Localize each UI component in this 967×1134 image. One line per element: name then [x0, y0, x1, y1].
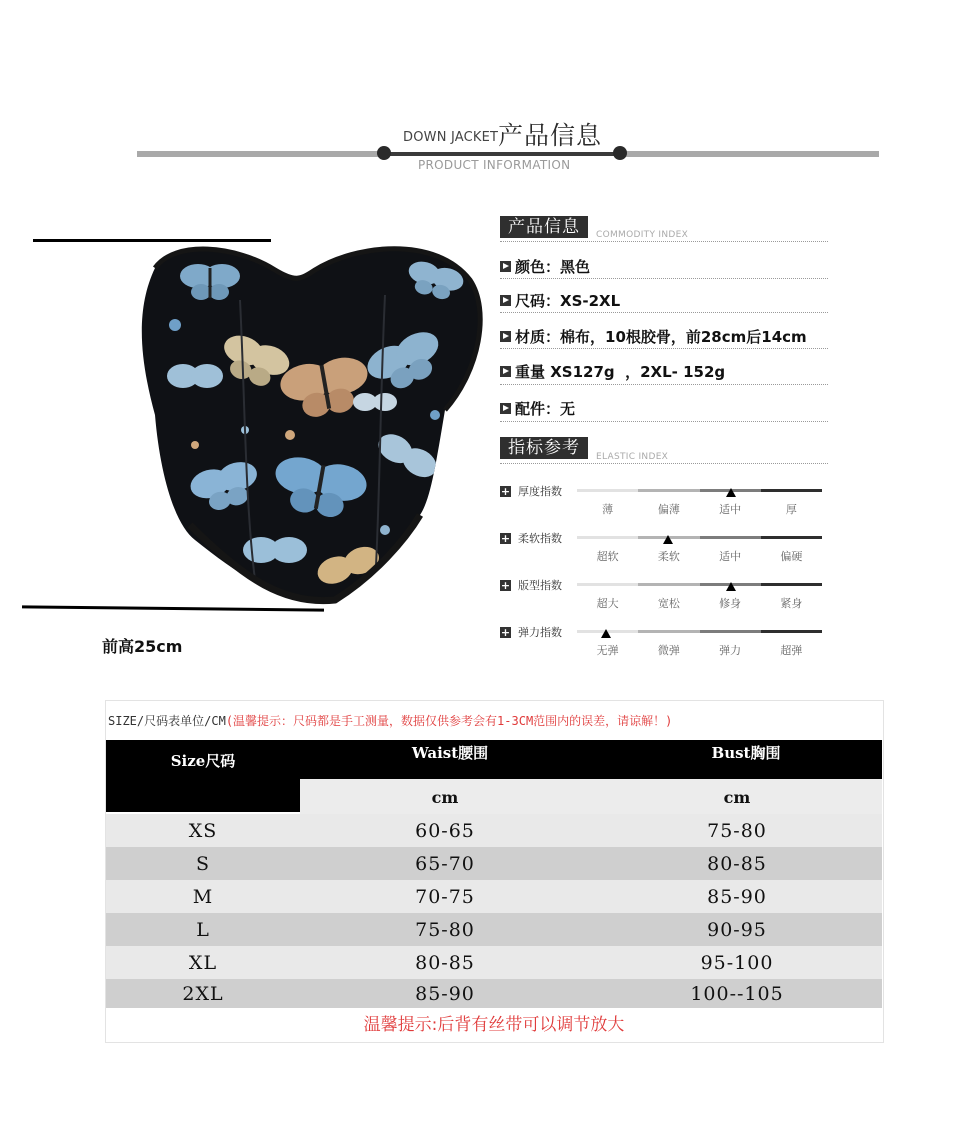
header-dot-right [613, 146, 627, 160]
info-row-text: 材质：棉布，10根胶骨，前28cm后14cm [515, 328, 807, 346]
size-table-footer: 温馨提示:后背有丝带可以调节放大 [363, 1015, 625, 1035]
size-cell: S [195, 852, 211, 875]
commodity-section-title: 产品信息 [500, 216, 588, 238]
size-row [106, 979, 882, 1008]
waist-cell: 85-90 [415, 982, 475, 1005]
bust-cell: 95-100 [700, 951, 774, 974]
waist-cell: 60-65 [415, 819, 475, 842]
index-label: 版型指数 [518, 579, 562, 592]
scale-segment [700, 630, 761, 633]
size-row [106, 880, 882, 913]
info-row-material [500, 326, 807, 347]
index-option: 偏薄 [657, 503, 680, 516]
bust-cell: 90-95 [707, 918, 767, 941]
info-row-color [500, 256, 590, 277]
bust-unit: cm [723, 788, 751, 807]
bust-cell: 80-85 [707, 852, 767, 875]
plus-icon: + [500, 625, 511, 639]
scale-segment [700, 536, 761, 539]
header-line-mid [384, 152, 620, 156]
info-row-text: 颜色：黑色 [515, 258, 591, 276]
index-label: 柔软指数 [518, 532, 562, 545]
arrow-icon [500, 403, 511, 414]
header-line-right [620, 151, 879, 157]
info-row-text: 重量 XS127g ，2XL- 152g [515, 363, 726, 381]
info-divider [500, 384, 828, 385]
commodity-divider [500, 241, 828, 242]
index-option: 薄 [602, 503, 614, 516]
waist-header-label: Waist腰围 [411, 744, 489, 762]
size-table-note-warning: (温馨提示：尺码都是手工测量，数据仅供参考会有1-3CM范围内的误差，请谅解！) [225, 714, 673, 728]
index-marker-icon [726, 488, 736, 497]
index-scale-bar [577, 489, 822, 492]
index-option: 偏硬 [780, 550, 803, 563]
elastic-divider [500, 463, 828, 464]
waist-cell: 80-85 [415, 951, 475, 974]
index-option: 适中 [719, 550, 742, 563]
header-title: 产品信息 [498, 121, 603, 150]
commodity-section-subtitle: COMMODITY INDEX [596, 230, 689, 240]
scale-segment [638, 583, 699, 586]
bust-cell: 85-90 [707, 885, 767, 908]
size-cell: L [196, 918, 210, 941]
size-header-label: Size尺码 [170, 752, 236, 770]
index-marker-icon [663, 535, 673, 544]
scale-segment [638, 630, 699, 633]
info-divider [500, 348, 828, 349]
info-row-text: 配件：无 [515, 400, 576, 418]
index-scale-bar [577, 536, 822, 539]
arrow-icon [500, 366, 511, 377]
size-cell: M [192, 885, 214, 908]
arrow-icon [500, 295, 511, 306]
index-scale-bar [577, 630, 822, 633]
info-row-weight [500, 361, 725, 382]
index-options [577, 642, 822, 658]
index-label-row [500, 483, 562, 499]
index-option: 修身 [719, 597, 742, 610]
scale-segment [577, 583, 638, 586]
index-option: 紧身 [780, 597, 803, 610]
front-height-label: 前高25cm [102, 637, 183, 656]
bottom-guide-line [22, 605, 324, 611]
header-subtitle: PRODUCT INFORMATION [418, 158, 571, 172]
scale-segment [638, 489, 699, 492]
size-cell: XS [188, 819, 218, 842]
index-option: 超大 [596, 597, 619, 610]
plus-icon: + [500, 578, 511, 592]
waist-cell: 75-80 [415, 918, 475, 941]
info-divider [500, 278, 828, 279]
scale-segment [577, 536, 638, 539]
index-option: 柔软 [657, 550, 680, 563]
waist-unit: cm [431, 788, 459, 807]
index-label-row [500, 577, 562, 593]
bust-cell: 75-80 [707, 819, 767, 842]
size-cell: 2XL [182, 982, 224, 1005]
info-divider [500, 421, 828, 422]
plus-icon: + [500, 484, 511, 498]
corset-body [135, 240, 490, 605]
index-label: 厚度指数 [518, 485, 562, 498]
header-small-title: DOWN JACKET [403, 130, 499, 145]
size-cell: XL [188, 951, 218, 974]
index-options [577, 595, 822, 611]
index-option: 宽松 [657, 597, 680, 610]
arrow-icon [500, 331, 511, 342]
bust-cell: 100--105 [690, 982, 784, 1005]
index-marker-icon [726, 582, 736, 591]
index-option: 厚 [785, 503, 797, 516]
info-row-text: 尺码：XS-2XL [515, 292, 621, 310]
elastic-section-title: 指标参考 [500, 437, 588, 459]
index-label: 弹力指数 [518, 626, 562, 639]
scale-segment [761, 583, 822, 586]
index-label-row [500, 530, 562, 546]
index-option: 无弹 [596, 644, 619, 657]
bust-header-label: Bust胸围 [711, 744, 781, 762]
index-option: 弹力 [719, 644, 742, 657]
size-row [106, 946, 882, 979]
waist-cell: 70-75 [415, 885, 475, 908]
scale-segment [761, 536, 822, 539]
size-row [106, 913, 882, 946]
index-options [577, 548, 822, 564]
index-option: 适中 [719, 503, 742, 516]
scale-segment [577, 489, 638, 492]
scale-segment [761, 489, 822, 492]
index-scale-bar [577, 583, 822, 586]
index-option: 超软 [596, 550, 619, 563]
index-label-row [500, 624, 562, 640]
info-row-accessories [500, 398, 575, 419]
waist-cell: 65-70 [415, 852, 475, 875]
scale-segment [761, 630, 822, 633]
size-table-note [108, 712, 672, 729]
size-row [106, 847, 882, 880]
size-table-note-prefix: SIZE/尺码表单位/CM [108, 714, 226, 728]
index-options [577, 501, 822, 517]
info-divider [500, 312, 828, 313]
arrow-icon [500, 261, 511, 272]
index-option: 超弹 [780, 644, 803, 657]
index-marker-icon [601, 629, 611, 638]
index-option: 微弹 [657, 644, 680, 657]
header-line-left [137, 151, 384, 157]
elastic-section-subtitle: ELASTIC INDEX [596, 452, 669, 462]
size-row [106, 814, 882, 847]
info-row-size [500, 290, 620, 311]
plus-icon: + [500, 531, 511, 545]
corset-product-image [135, 240, 490, 605]
header-dot-left [377, 146, 391, 160]
